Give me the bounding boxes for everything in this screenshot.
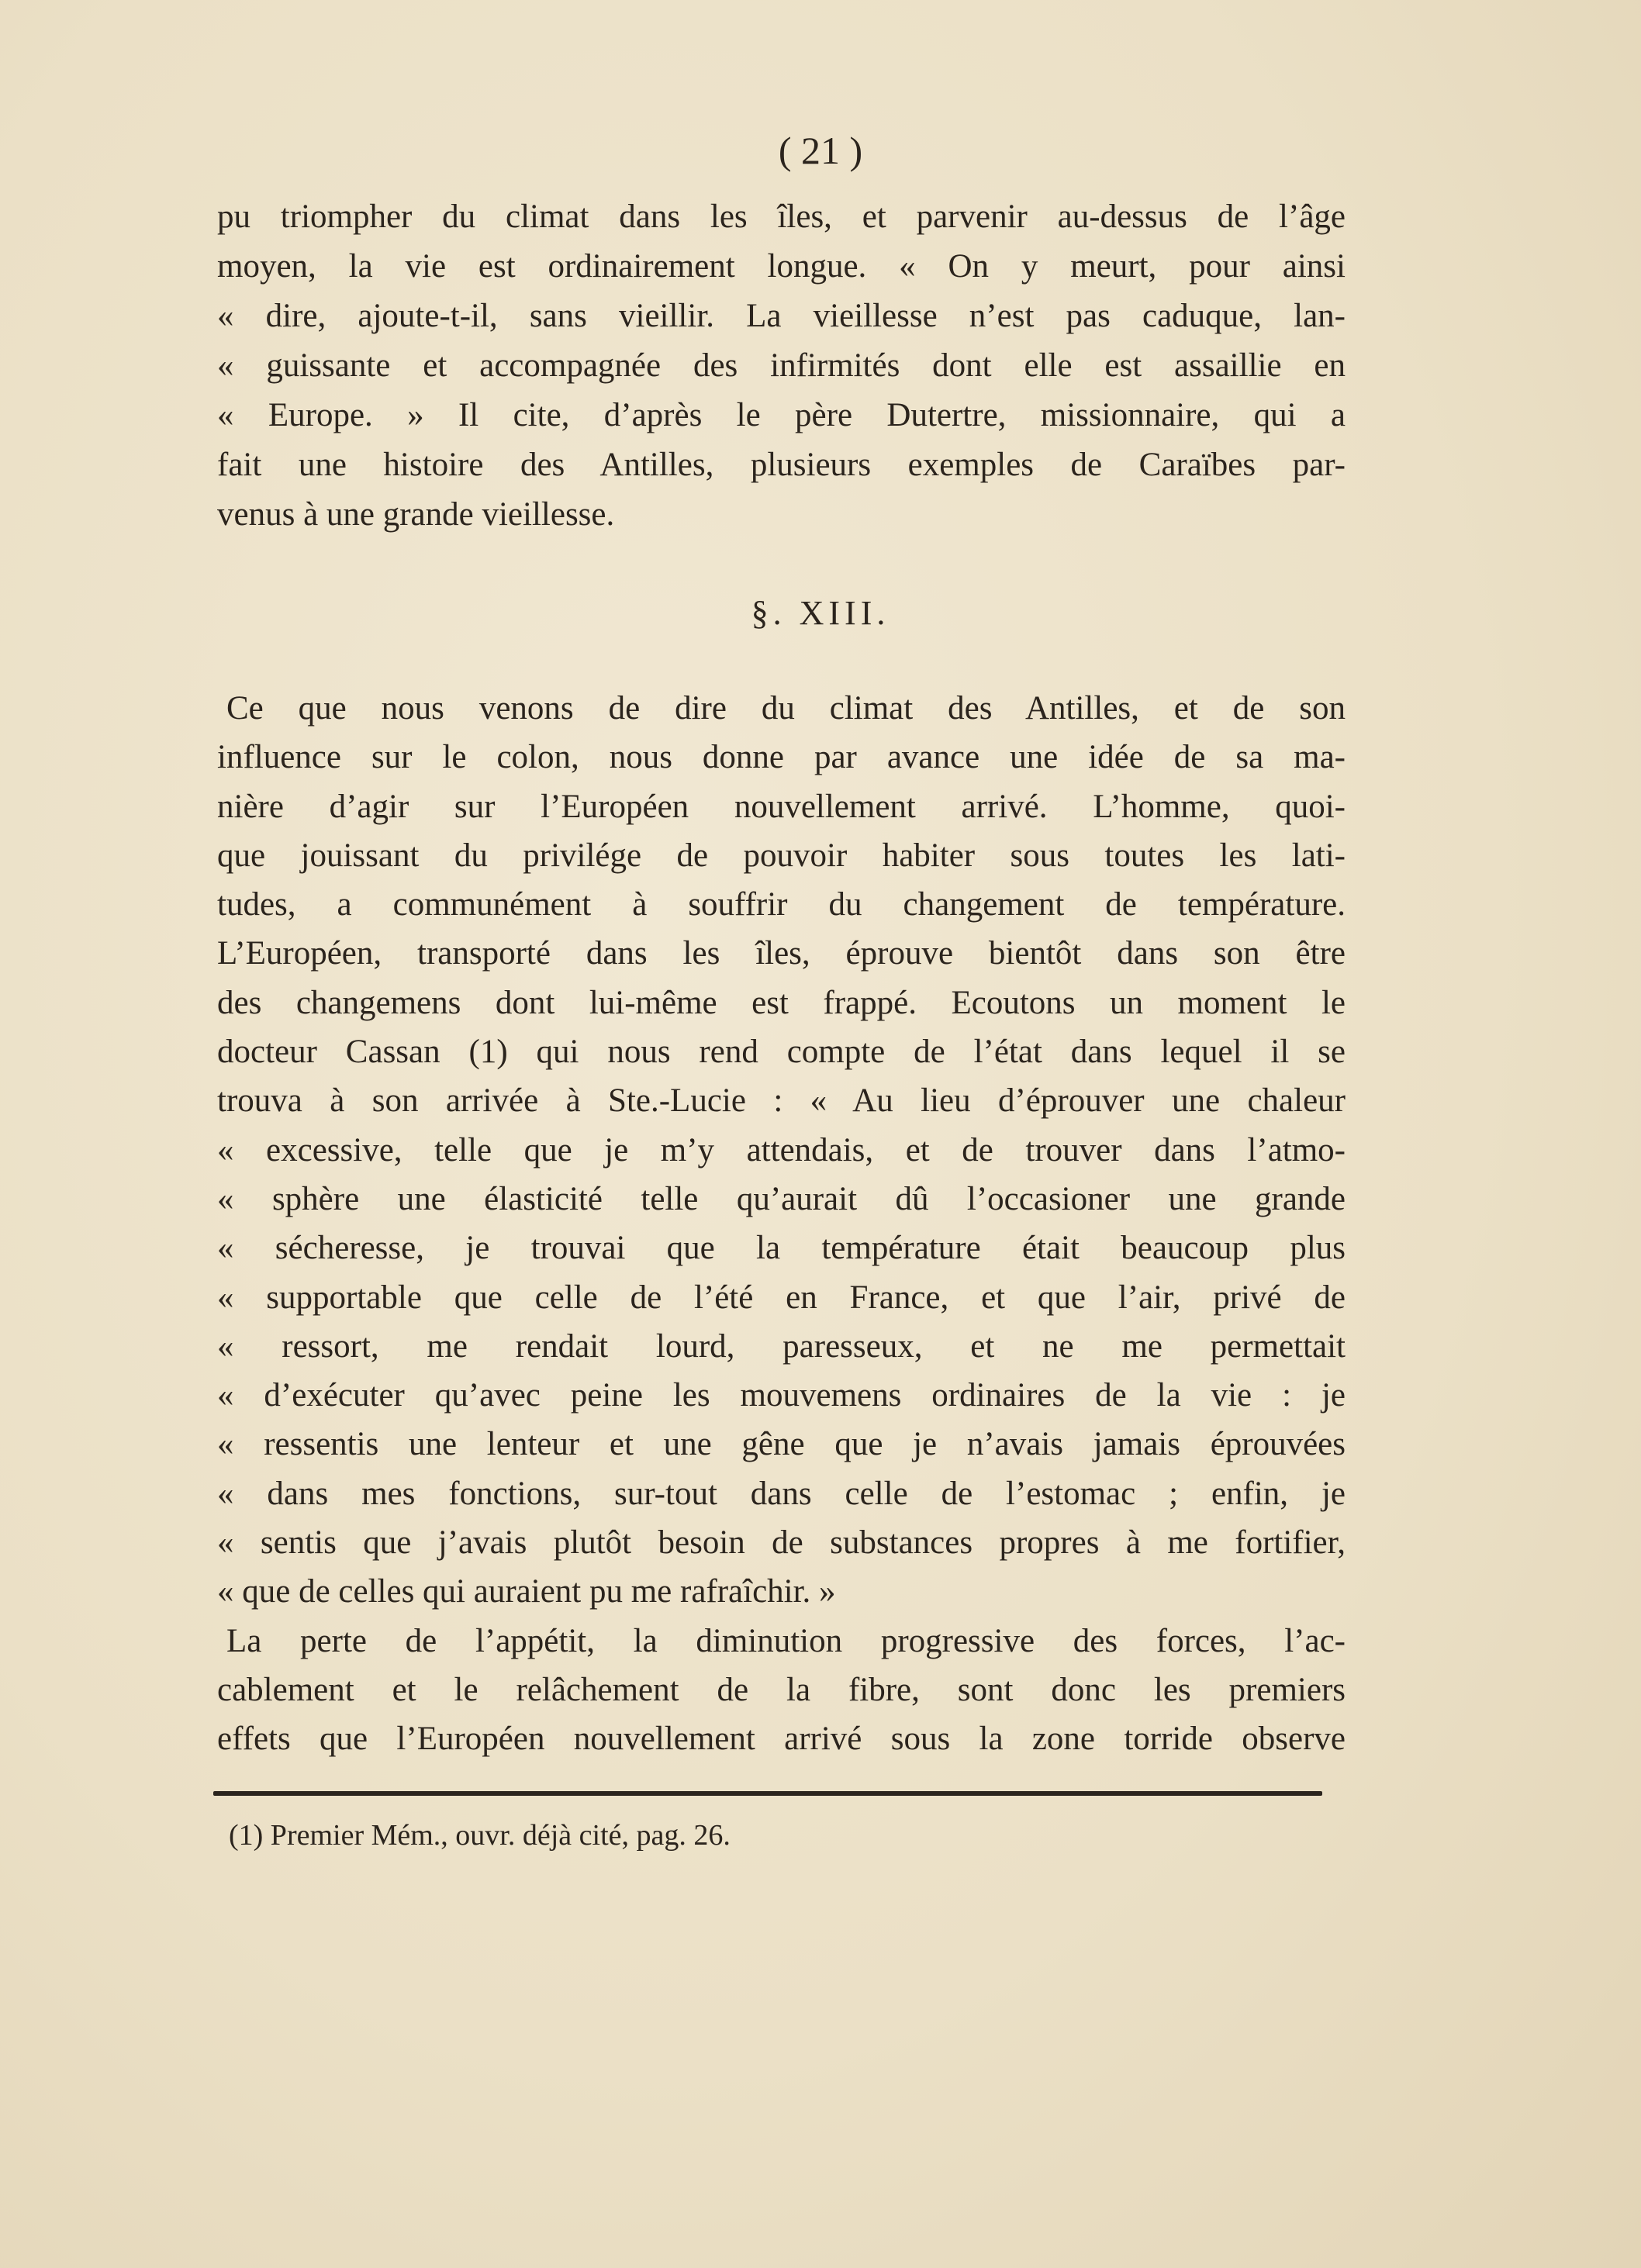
text-line: « sphère une élasticité telle qu’aurait dû l’occasioner une grande: [217, 1180, 1346, 1217]
text-line: influence sur le colon, nous donne par avance une idée de sa ma-: [217, 739, 1346, 776]
footnote: (1) Premier Mém., ouvr. déjà cité, pag. 26.: [229, 1819, 731, 1852]
text-line: pu triompher du climat dans les îles, et parvenir au-dessus de l’âge: [217, 198, 1346, 235]
text-line: « dans mes fonctions, sur-tout dans celle de l’estomac ; enfin, je: [217, 1475, 1346, 1512]
text-line: L’Européen, transporté dans les îles, éprouve bientôt dans son être: [217, 935, 1346, 972]
text-line: « ressort, me rendait lourd, paresseux, et ne me permettait: [217, 1327, 1346, 1365]
page-number: ( 21 ): [778, 129, 863, 172]
section-heading: §. XIII.: [751, 594, 890, 632]
text-line: « Europe. » Il cite, d’après le père Dutertre, missionnaire, qui a: [217, 397, 1346, 433]
text-line: Ce que nous venons de dire du climat des Antilles, et de son: [226, 690, 1346, 727]
text-line: « sécheresse, je trouvai que la température était beaucoup plus: [217, 1230, 1346, 1267]
text-line: docteur Cassan (1) qui nous rend compte de l’état dans lequel il se: [217, 1034, 1346, 1071]
text-line: effets que l’Européen nouvellement arrivé sous la zone torride observe: [217, 1721, 1346, 1758]
text-line: « d’exécuter qu’avec peine les mouvemens ordinaires de la vie : je: [217, 1377, 1346, 1414]
text-line: « excessive, telle que je m’y attendais, et de trouver dans l’atmo-: [217, 1131, 1346, 1169]
text-line: venus à une grande vieillesse.: [217, 496, 615, 533]
text-line: La perte de l’appétit, la diminution progressive des forces, l’ac-: [226, 1622, 1346, 1659]
text-line: trouva à son arrivée à Ste.-Lucie : « Au lieu d’éprouver une chaleur: [217, 1082, 1346, 1120]
paragraph-2: [217, 684, 1346, 1764]
footnote-rule: [213, 1791, 1322, 1796]
text-line: tudes, a communément à souffrir du changement de température.: [217, 886, 1346, 923]
text-line: moyen, la vie est ordinairement longue. « On y meurt, pour ainsi: [217, 248, 1346, 285]
text-line: des changemens dont lui-même est frappé. Ecoutons un moment le: [217, 984, 1346, 1021]
text-line: « sentis que j’avais plutôt besoin de substances propres à me fortifier,: [217, 1524, 1346, 1562]
text-line: « ressentis une lenteur et une gêne que je n’avais jamais éprouvées: [217, 1426, 1346, 1463]
text-line: fait une histoire des Antilles, plusieurs exemples de Caraïbes par-: [217, 447, 1346, 483]
text-line: « dire, ajoute-t-il, sans vieillir. La vieillesse n’est pas caduque, lan-: [217, 298, 1346, 334]
text-line: « supportable que celle de l’été en France, et que l’air, privé de: [217, 1279, 1346, 1316]
text-line: « que de celles qui auraient pu me rafraîchir. »: [217, 1573, 836, 1610]
text-line: « guissante et accompagnée des infirmités dont elle est assaillie en: [217, 347, 1346, 384]
text-line: cablement et le relâchement de la fibre, sont donc les premiers: [217, 1671, 1346, 1708]
paragraph-1: [217, 192, 1346, 540]
text-line: nière d’agir sur l’Européen nouvellement arrivé. L’homme, quoi-: [217, 788, 1346, 825]
text-line: que jouissant du privilége de pouvoir habiter sous toutes les lati-: [217, 837, 1346, 874]
